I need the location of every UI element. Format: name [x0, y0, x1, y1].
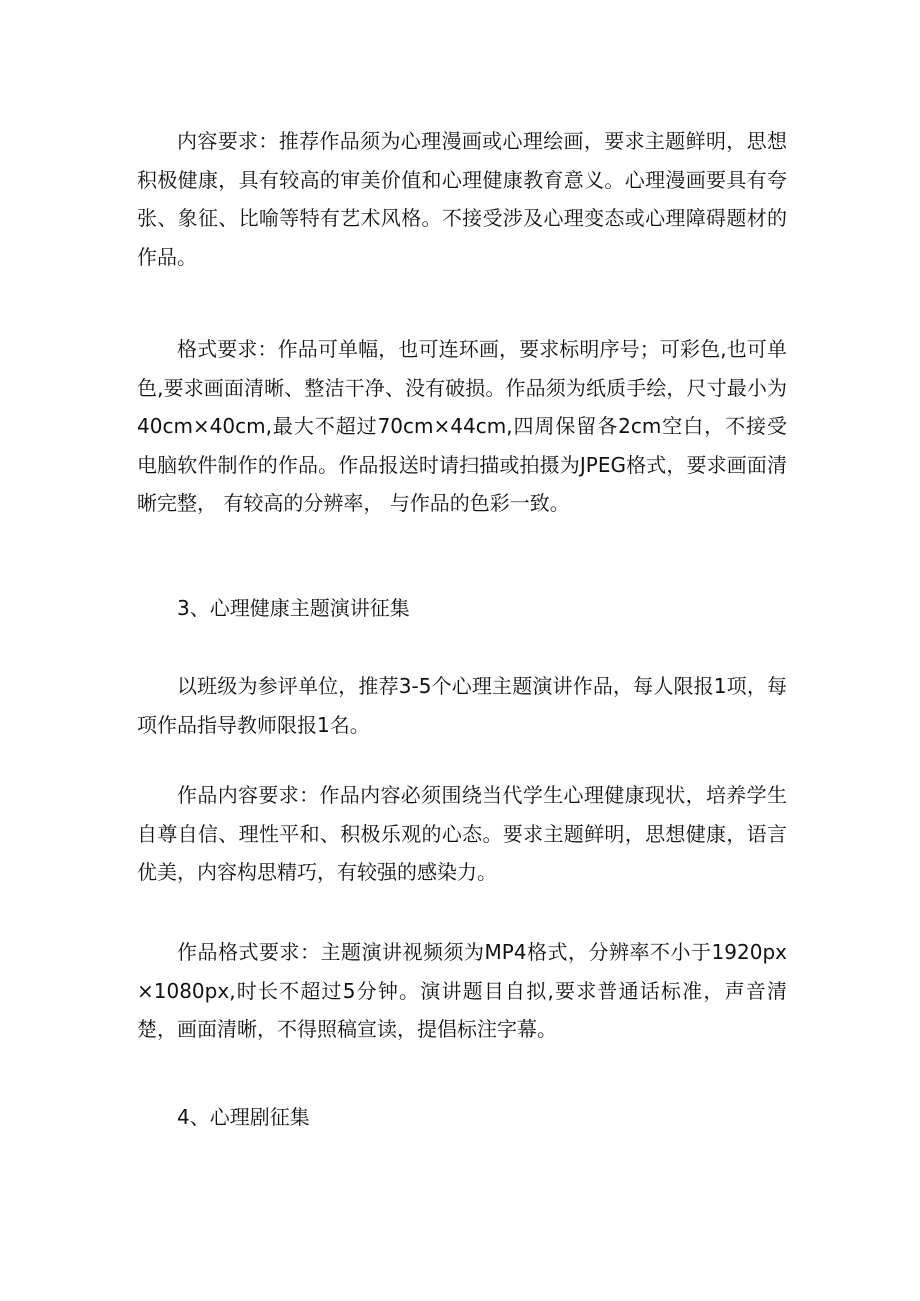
speech-content-requirements-paragraph: 作品内容要求：作品内容必须围绕当代学生心理健康现状，培养学生自尊自信、理性平和、积极乐观的心态。要求主题鲜明，思想健康，语言优美，内容构思精巧，有较强的感染力。	[137, 783, 787, 884]
speech-submission-rules-paragraph: 以班级为参评单位，推荐3-5个心理主题演讲作品，每人限报1项，每项作品指导教师限报1名。	[137, 674, 787, 737]
section-heading-speech-collection: 3、心理健康主题演讲征集	[177, 596, 410, 620]
content-requirements-paragraph: 内容要求：推荐作品须为心理漫画或心理绘画，要求主题鲜明，思想积极健康，具有较高的审美价值和心理健康教育意义。心理漫画要具有夸张、象征、比喻等特有艺术风格。不接受涉及心理变态或心理障碍题材的作品。	[137, 129, 787, 269]
speech-format-requirements-paragraph: 作品格式要求：主题演讲视频须为MP4格式，分辨率不小于1920px×1080px,时长不超过5分钟。演讲题目自拟,要求普通话标准，声音清楚，画面清晰，不得照稿宣读，提倡标注字幕。	[137, 940, 787, 1041]
format-requirements-paragraph: 格式要求：作品可单幅，也可连环画，要求标明序号；可彩色,也可单色,要求画面清晰、整洁干净、没有破损。作品须为纸质手绘，尺寸最小为40cm×40cm,最大不超过70cm×44cm,四周保留各2cm空白，不接受电脑软件制作的作品。作品报送时请扫描或拍摄为JPEG格式，要求画面清晰完整， 有较高的分辨率， 与作品的色彩一致。	[137, 337, 787, 515]
section-heading-psychodrama-collection: 4、心理剧征集	[177, 1105, 310, 1129]
